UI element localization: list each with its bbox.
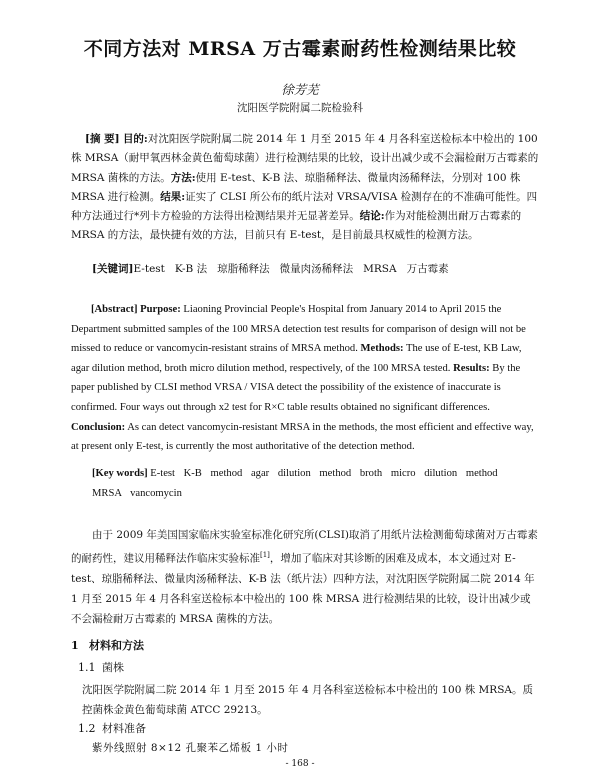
en-purpose-text: Liaoning Provincial People's Hospital from January 2014 to April 2015 the Department submitted samples of the 100 MRSA detection test results for comparison of design will not be missed to reduce or vancomycin-resistant strains of MRSA method. [71,304,526,355]
paper-title: 不同方法对 MRSA 万古霉素耐药性检测结果比较 [83,38,517,60]
en-conclusion-label: Conclusion: [71,421,126,433]
intro-text-part2: ，增加了临床对其诊断的困难及成本，本文通过对 E-test、琼脂稀释法、微量肉汤稀释法、K-B 法（纸片法）四种方法，对沈阳医学院附属二院 2014 年 1 月至 2015 年 4 月各科室送检标本中检出的 100 株 MRSA 进行检测结果的比较，设计出减少或不会漏检耐万古霉素的 MRSA 菌株的方法。 [71,552,535,626]
zh-purpose-text: 对沈阳医学院附属二院 2014 年 1 月至 2015 年 4 月各科室送检标本中检出的 100 株 MRSA（耐甲氧西林金黄色葡萄球菌）进行检测结果的比较，设计出减少或不会漏检耐万古霉素的 MRSA 菌株的方法。 [71,133,539,184]
zh-conclusion-text: 作为对能检测出耐万古霉素的 MRSA 的方法，最快捷有效的方法，目前只有 E-test，是目前最具权威性的检测方法。 [71,210,522,242]
introduction-paragraph [71,525,541,630]
zh-keywords-list: E-test K-B 法 琼脂稀释法 微量肉汤稀释法 MRSA 万古霉素 [133,263,449,275]
zh-method-text: 使用 E-test、K-B 法、琼脂稀释法、微量肉汤稀释法，分别对 100 株 MRSA 进行检测。 [71,171,521,203]
en-methods-label: Methods: [360,343,404,355]
zh-result-label: 结果: [160,190,186,203]
chinese-abstract [71,130,539,246]
section-1-2-number: 1.2 [78,722,96,735]
zh-abstract-label: [摘 要] [85,133,120,145]
section-heading-1-1 [78,659,124,675]
author-name: 徐芳芜 [281,82,319,97]
en-conclusion-text: As can detect vancomycin-resistant MRSA in the methods, the most efficient and effective way, at present only E-test, is currently the most authoritative of the detection method. [71,421,534,453]
en-results-label: Results: [453,362,490,374]
en-results-text: By the paper published by CLSI method VRSA / VISA detect the possibility of the existence of inaccurate is confirmed. Four ways out through x2 test for R×C table results obtained no significant differences. [71,362,521,413]
zh-keywords-label: [关键词] [92,263,134,275]
section-1-1-paragraph: 沈阳医学院附属二院 2014 年 1 月至 2015 年 4 月各科室送检标本中检出的 100 株 MRSA。质控菌株金黄色葡萄球菌 ATCC 29213。 [82,684,533,716]
en-methods-text: The use of E-test, KB Law, agar dilution method, broth micro dilution method, respectively, of the 100 MRSA tested. [71,343,522,374]
zh-purpose-label: 目的: [122,133,148,145]
page-number: - 168 - [285,759,315,769]
intro-text-part1: 由于 2009 年美国国家临床实验室标准化研究所(CLSI)取消了用纸片法检测葡萄球菌对万古霉素的耐药性，建议用稀释法作临床实验标准 [71,529,538,565]
zh-result-text: 证实了 CLSI 所公布的纸片法对 VRSA/VISA 检测存在的不准确可能性。四种方法通过行*列卡方检验的方法得出检测结果并无显著差异。 [71,190,538,223]
english-keywords [92,464,532,503]
section-1-number: 1 [71,639,79,652]
section-1-2-paragraph: 紫外线照射 8×12 孔聚苯乙烯板 1 小时 [92,742,289,754]
en-purpose-label: Purpose: [140,304,181,315]
citation-ref: [1] [260,551,270,560]
section-1-title: 材料和方法 [89,639,144,652]
section-1-1-number: 1.1 [78,661,96,674]
zh-conclusion-label: 结论: [359,210,385,223]
en-abstract-label: [Abstract] [91,304,138,315]
section-heading-1-2 [78,720,146,736]
author-affiliation: 沈阳医学院附属二院检验科 [237,102,363,114]
section-1-1-title: 菌株 [102,661,124,674]
section-heading-1 [71,637,144,653]
zh-method-label: 方法: [170,171,196,184]
english-abstract [71,300,541,457]
chinese-keywords [92,260,540,279]
section-1-2-title: 材料准备 [102,722,146,735]
en-keywords-label: [Key words] [92,468,148,479]
en-keywords-list: E-test K-B method agar dilution method broth micro dilution method MRSA vancomycin [92,468,498,499]
